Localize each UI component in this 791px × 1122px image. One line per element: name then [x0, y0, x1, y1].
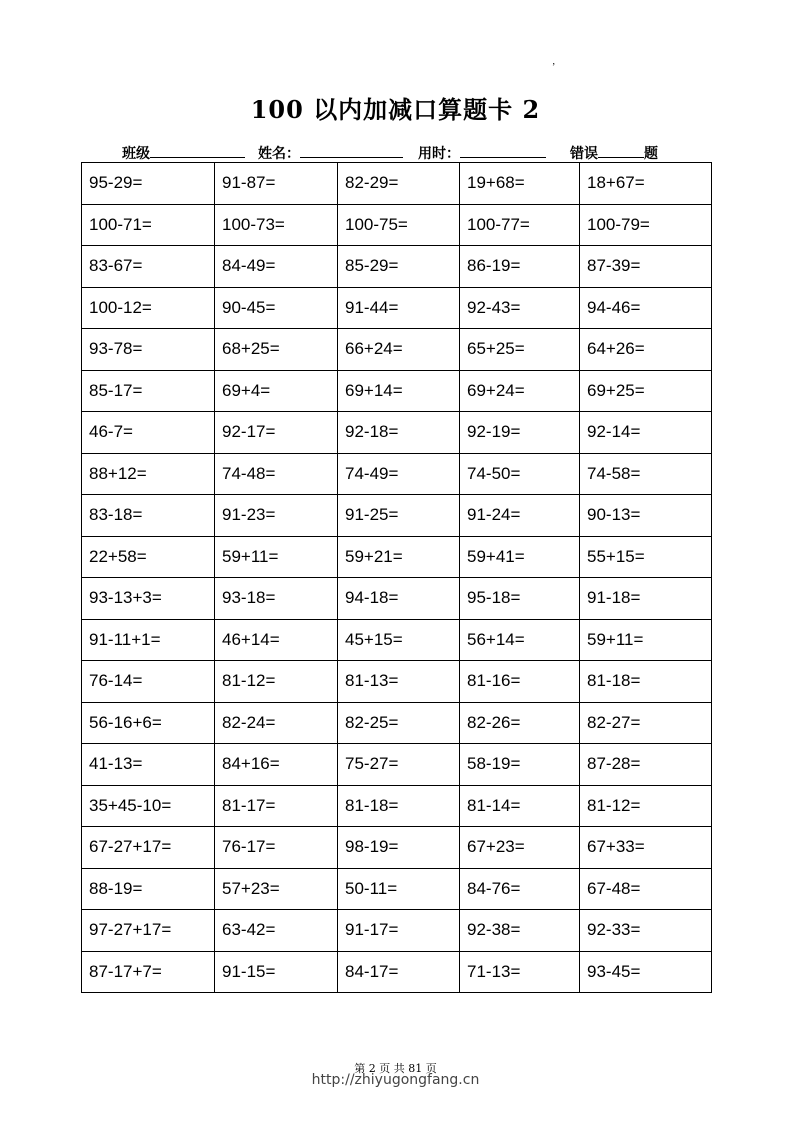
- problem-cell: 83-67=: [82, 246, 215, 288]
- problem-cell: 81-16=: [460, 661, 580, 703]
- problem-cell: 66+24=: [338, 329, 460, 371]
- problem-table: [81, 162, 712, 993]
- error-blank[interactable]: [598, 142, 644, 158]
- problem-cell: 91-24=: [460, 495, 580, 537]
- table-row: [82, 287, 712, 329]
- problem-cell: 100-75=: [338, 204, 460, 246]
- table-row: [82, 827, 712, 869]
- problem-cell: 81-13=: [338, 661, 460, 703]
- problem-cell: 83-18=: [82, 495, 215, 537]
- problem-cell: 92-43=: [460, 287, 580, 329]
- problem-cell: 56-16+6=: [82, 702, 215, 744]
- problem-cell: 92-33=: [580, 910, 712, 952]
- problem-cell: 90-45=: [215, 287, 338, 329]
- table-row: [82, 619, 712, 661]
- problem-cell: 69+4=: [215, 370, 338, 412]
- problem-cell: 71-13=: [460, 951, 580, 993]
- problem-cell: 85-17=: [82, 370, 215, 412]
- problem-cell: 18+67=: [580, 163, 712, 205]
- name-blank[interactable]: [300, 142, 403, 158]
- problem-cell: 45+15=: [338, 619, 460, 661]
- problem-cell: 84+16=: [215, 744, 338, 786]
- problem-cell: 67-48=: [580, 868, 712, 910]
- problem-cell: 93-18=: [215, 578, 338, 620]
- problem-cell: 98-19=: [338, 827, 460, 869]
- table-row: [82, 744, 712, 786]
- problem-cell: 97-27+17=: [82, 910, 215, 952]
- problem-cell: 93-78=: [82, 329, 215, 371]
- problem-cell: 81-18=: [580, 661, 712, 703]
- problem-cell: 84-49=: [215, 246, 338, 288]
- problem-cell: 91-23=: [215, 495, 338, 537]
- problem-cell: 84-17=: [338, 951, 460, 993]
- problem-cell: 91-15=: [215, 951, 338, 993]
- problem-cell: 19+68=: [460, 163, 580, 205]
- problem-cell: 81-12=: [580, 785, 712, 827]
- table-row: [82, 951, 712, 993]
- problem-cell: 56+14=: [460, 619, 580, 661]
- problem-cell: 92-18=: [338, 412, 460, 454]
- problem-cell: 46-7=: [82, 412, 215, 454]
- table-row: [82, 204, 712, 246]
- table-row: [82, 536, 712, 578]
- problem-table-body: [82, 163, 712, 993]
- problem-cell: 59+11=: [580, 619, 712, 661]
- problem-cell: 86-19=: [460, 246, 580, 288]
- problem-cell: 59+21=: [338, 536, 460, 578]
- student-info-row: [0, 142, 791, 162]
- problem-cell: 100-73=: [215, 204, 338, 246]
- problem-cell: 58-19=: [460, 744, 580, 786]
- table-row: [82, 495, 712, 537]
- error-field: [570, 142, 658, 163]
- class-field: [122, 142, 245, 163]
- problem-cell: 81-17=: [215, 785, 338, 827]
- table-row: [82, 910, 712, 952]
- problem-cell: 85-29=: [338, 246, 460, 288]
- problem-cell: 88-19=: [82, 868, 215, 910]
- table-row: [82, 163, 712, 205]
- problem-cell: 74-48=: [215, 453, 338, 495]
- problem-cell: 88+12=: [82, 453, 215, 495]
- problem-cell: 100-79=: [580, 204, 712, 246]
- problem-cell: 74-58=: [580, 453, 712, 495]
- table-row: [82, 785, 712, 827]
- name-label: 姓名：: [258, 146, 300, 162]
- table-row: [82, 329, 712, 371]
- problem-cell: 82-24=: [215, 702, 338, 744]
- problem-cell: 91-44=: [338, 287, 460, 329]
- problem-cell: 100-71=: [82, 204, 215, 246]
- table-row: [82, 578, 712, 620]
- table-row: [82, 370, 712, 412]
- problem-cell: 55+15=: [580, 536, 712, 578]
- problem-cell: 76-14=: [82, 661, 215, 703]
- problem-cell: 82-29=: [338, 163, 460, 205]
- problem-cell: 64+26=: [580, 329, 712, 371]
- problem-cell: 81-14=: [460, 785, 580, 827]
- problem-cell: 57+23=: [215, 868, 338, 910]
- problem-cell: 69+25=: [580, 370, 712, 412]
- page-title: 100 以内加减口算题卡 2: [250, 95, 541, 124]
- page-number: 第 2 页 共 81 页: [354, 1062, 437, 1075]
- problem-cell: 75-27=: [338, 744, 460, 786]
- table-row: [82, 453, 712, 495]
- problem-cell: 81-12=: [215, 661, 338, 703]
- problem-cell: 93-45=: [580, 951, 712, 993]
- problem-cell: 68+25=: [215, 329, 338, 371]
- problem-cell: 67+23=: [460, 827, 580, 869]
- table-row: [82, 661, 712, 703]
- problem-cell: 69+24=: [460, 370, 580, 412]
- site-url: http://zhiyugongfang.cn: [311, 1072, 480, 1088]
- problem-cell: 59+11=: [215, 536, 338, 578]
- problem-cell: 59+41=: [460, 536, 580, 578]
- page-mark: ’: [552, 62, 556, 73]
- problem-cell: 91-11+1=: [82, 619, 215, 661]
- table-row: [82, 868, 712, 910]
- table-row: [82, 412, 712, 454]
- problem-cell: 81-18=: [338, 785, 460, 827]
- problem-cell: 91-25=: [338, 495, 460, 537]
- problem-cell: 46+14=: [215, 619, 338, 661]
- problem-cell: 100-12=: [82, 287, 215, 329]
- problem-cell: 84-76=: [460, 868, 580, 910]
- problem-cell: 91-87=: [215, 163, 338, 205]
- time-field: [418, 142, 546, 163]
- problem-cell: 41-13=: [82, 744, 215, 786]
- problem-cell: 92-19=: [460, 412, 580, 454]
- problem-cell: 65+25=: [460, 329, 580, 371]
- problem-cell: 63-42=: [215, 910, 338, 952]
- problem-cell: 91-18=: [580, 578, 712, 620]
- problem-cell: 35+45-10=: [82, 785, 215, 827]
- problem-cell: 82-25=: [338, 702, 460, 744]
- problem-cell: 93-13+3=: [82, 578, 215, 620]
- problem-cell: 94-46=: [580, 287, 712, 329]
- problem-cell: 92-38=: [460, 910, 580, 952]
- problem-cell: 22+58=: [82, 536, 215, 578]
- problem-cell: 95-18=: [460, 578, 580, 620]
- problem-cell: 87-28=: [580, 744, 712, 786]
- error-label: 错误: [570, 146, 598, 162]
- class-label: 班级: [122, 146, 150, 162]
- problem-cell: 94-18=: [338, 578, 460, 620]
- problem-cell: 76-17=: [215, 827, 338, 869]
- problem-cell: 90-13=: [580, 495, 712, 537]
- problem-cell: 87-39=: [580, 246, 712, 288]
- table-row: [82, 246, 712, 288]
- problem-cell: 95-29=: [82, 163, 215, 205]
- table-row: [82, 702, 712, 744]
- problem-cell: 91-17=: [338, 910, 460, 952]
- problem-cell: 50-11=: [338, 868, 460, 910]
- problem-cell: 74-50=: [460, 453, 580, 495]
- error-suffix: 题: [644, 146, 658, 162]
- problem-cell: 82-26=: [460, 702, 580, 744]
- problem-cell: 74-49=: [338, 453, 460, 495]
- time-blank[interactable]: [460, 142, 546, 158]
- problem-cell: 69+14=: [338, 370, 460, 412]
- problem-cell: 67-27+17=: [82, 827, 215, 869]
- problem-cell: 100-77=: [460, 204, 580, 246]
- problem-cell: 67+33=: [580, 827, 712, 869]
- class-blank[interactable]: [150, 142, 245, 158]
- problem-cell: 92-17=: [215, 412, 338, 454]
- problem-cell: 82-27=: [580, 702, 712, 744]
- name-field: [258, 142, 403, 163]
- time-label: 用时：: [418, 146, 460, 162]
- problem-cell: 92-14=: [580, 412, 712, 454]
- problem-cell: 87-17+7=: [82, 951, 215, 993]
